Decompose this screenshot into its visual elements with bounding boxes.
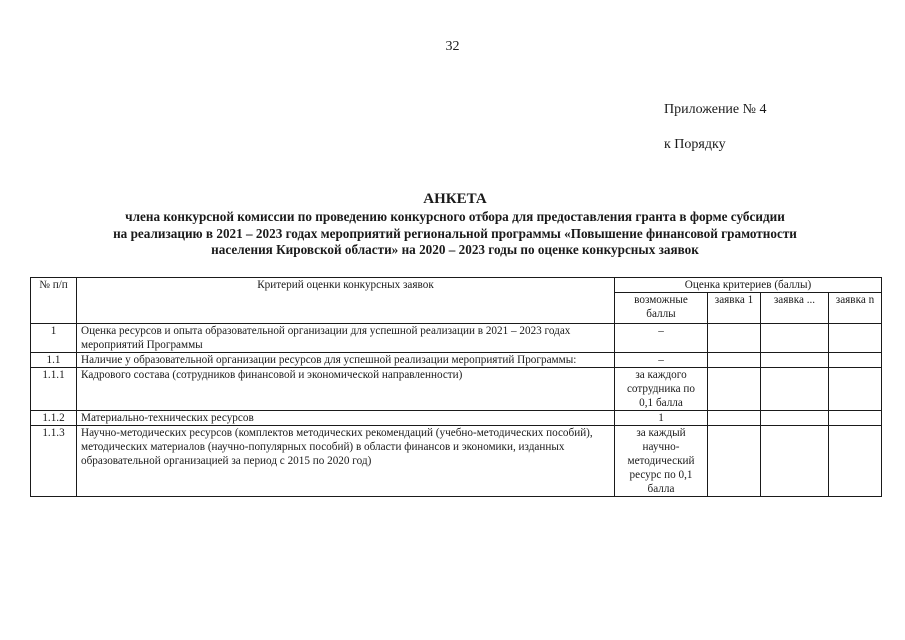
row-points: за каждый научно-методический ресурс по 0,1 балла: [615, 426, 708, 497]
score-cell: [761, 353, 829, 368]
row-number: 1.1.1: [31, 368, 77, 411]
score-cell: [708, 426, 761, 497]
header-application-dots: заявка ...: [761, 293, 829, 324]
subtitle-line: члена конкурсной комиссии по проведению конкурсного отбора для предоставления гранта в форме субсидии: [125, 209, 785, 224]
score-cell: [761, 324, 829, 353]
row-points: за каждого сотрудника по 0,1 балла: [615, 368, 708, 411]
row-number: 1.1: [31, 353, 77, 368]
score-cell: [829, 368, 882, 411]
row-points: 1: [615, 411, 708, 426]
score-cell: [708, 324, 761, 353]
score-cell: [761, 368, 829, 411]
subtitle-line: на реализацию в 2021 – 2023 годах мероприятий региональной программы «Повышение финансовой грамотности: [113, 225, 797, 241]
header-number: № п/п: [31, 278, 77, 324]
header-criterion: Критерий оценки конкурсных заявок: [77, 278, 615, 324]
title-block: [30, 190, 880, 259]
table-row: [31, 324, 882, 353]
score-cell: [829, 353, 882, 368]
table-row: [31, 368, 882, 411]
header-possible-points: возможные баллы: [615, 293, 708, 324]
score-cell: [829, 324, 882, 353]
score-cell: [761, 411, 829, 426]
table-row: [31, 426, 882, 497]
row-criterion: Научно-методических ресурсов (комплектов методических рекомендаций (учебно-методических пособий), методических материалов (научно-популярных пособий) в области финансов и экономики, изданных образовательной организацией за период с 2015 по 2020 год): [77, 426, 615, 497]
header-application-n: заявка n: [829, 293, 882, 324]
score-cell: [708, 411, 761, 426]
row-points: –: [615, 324, 708, 353]
score-cell: [829, 426, 882, 497]
criteria-table: [30, 277, 882, 497]
header-application-1: заявка 1: [708, 293, 761, 324]
row-number: 1: [31, 324, 77, 353]
table-row: [31, 353, 882, 368]
subtitle-line: населения Кировской области» на 2020 – 2023 годы по оценке конкурсных заявок: [211, 242, 699, 257]
document-title: АНКЕТА: [423, 191, 487, 207]
score-cell: [829, 411, 882, 426]
row-criterion: Оценка ресурсов и опыта образовательной организации для успешной реализации в 2021 – 2023 годах мероприятий Программы: [77, 324, 615, 353]
score-cell: [708, 353, 761, 368]
score-cell: [761, 426, 829, 497]
table-row: [31, 411, 882, 426]
page-number: 32: [445, 39, 460, 54]
score-cell: [708, 368, 761, 411]
appendix-label: Приложение № 4: [664, 102, 767, 117]
row-criterion: Кадрового состава (сотрудников финансовой и экономической направленности): [77, 368, 615, 411]
row-number: 1.1.2: [31, 411, 77, 426]
header-score-group: Оценка критериев (баллы): [615, 278, 882, 293]
row-number: 1.1.3: [31, 426, 77, 497]
row-points: –: [615, 353, 708, 368]
row-criterion: Наличие у образовательной организации ресурсов для успешной реализации мероприятий Программы:: [77, 353, 615, 368]
order-label: к Порядку: [664, 137, 726, 152]
row-criterion: Материально-технических ресурсов: [77, 411, 615, 426]
